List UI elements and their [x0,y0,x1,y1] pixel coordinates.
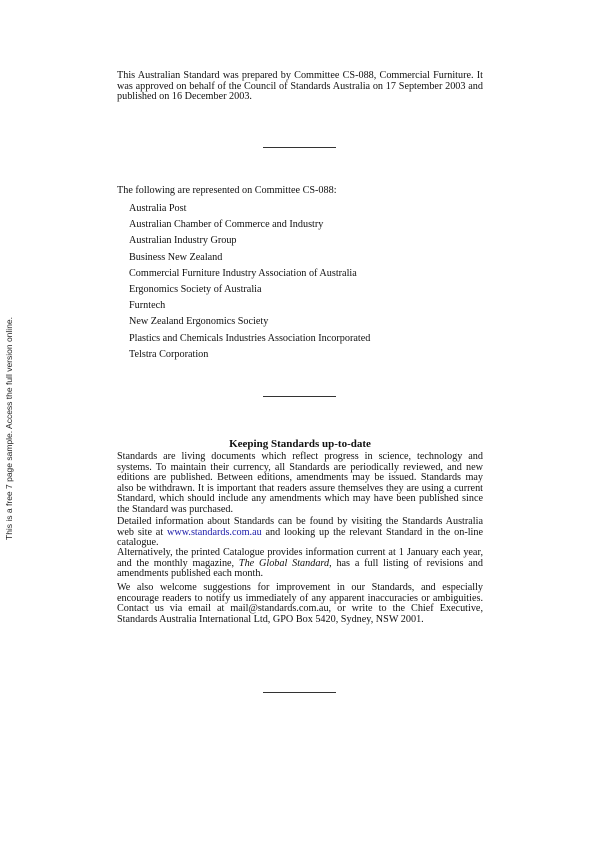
committee-member: Business New Zealand [129,251,223,263]
paragraph-text: Alternatively, the printed Catalogue provides information current at 1 January each year, and the monthly magazine, [117,547,483,569]
sample-notice: This is a free 7 page sample. Access the full version online. [4,316,14,540]
paragraph-detailed-info [117,517,483,549]
standards-website-link[interactable]: www.standards.com.au [167,526,262,538]
committee-member-list [129,201,370,363]
paragraph-catalogue [117,548,483,580]
paragraph-suggestions: We also welcome suggestions for improvement in our Standards, and especially encourage readers to notify us immediately of any apparent inaccuracies or ambiguities. Contact us via email at mail@standards.com.au, or write to the Chief Executive, Standards Australia International Ltd, GPO Box 5420, Sydney, NSW 2001. [117,582,483,625]
committee-member: Ergonomics Society of Australia [129,283,262,295]
committee-member: Australian Industry Group [129,235,237,247]
committee-member: Commercial Furniture Industry Association of Australia [129,267,357,279]
section-heading: Keeping Standards up-to-date [229,438,371,450]
committee-member: Telstra Corporation [129,348,209,360]
paragraph-text: , has a full listing of revisions and amendments published each month. [117,557,483,580]
divider-3 [263,692,336,693]
committee-intro: The following are represented on Committee CS-088: [117,185,337,196]
approval-statement: This Australian Standard was prepared by Committee CS-088, Commercial Furniture. It was approved on behalf of the Council of Standards Australia on 17 September 2003 and published on 16 December 2003. [117,70,483,103]
committee-member: Furntech [129,300,166,312]
paragraph-living-documents: Standards are living documents which reflect progress in science, technology and systems. To maintain their currency, all Standards are periodically reviewed, and new editions are published. Between editions, amendments may be issued. Standards may also be withdrawn. It is important that readers assure themselves they are using a current Standard, which should include any amendments which may have been published since the Standard was purchased. [117,451,483,515]
committee-member: Australia Post [129,203,187,214]
committee-member: New Zealand Ergonomics Society [129,316,269,328]
paragraph-text: Detailed information about Standards can be found by visiting the Standards Australia web site at [117,516,483,538]
divider-2 [263,396,336,397]
divider-1 [263,147,336,148]
paragraph-text: and looking up the relevant Standard in the on-line catalogue. [117,526,483,549]
magazine-title: The Global Standard [238,557,330,569]
committee-member: Plastics and Chemicals Industries Association Incorporated [129,332,371,344]
committee-member: Australian Chamber of Commerce and Industry [129,219,324,231]
